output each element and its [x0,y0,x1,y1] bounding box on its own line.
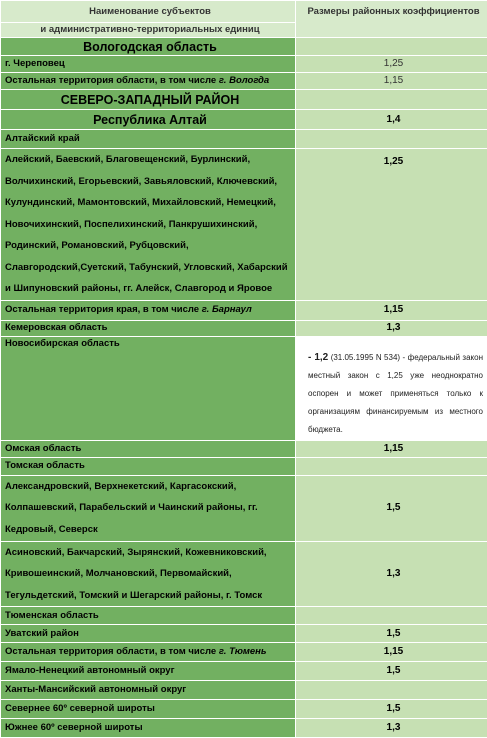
row-label-north-60: Севернее 60º северной широты [1,700,296,719]
region-title-vologda: Вологодская область [1,38,296,56]
city-vologda: г. Вологда [219,75,269,86]
empty-cell [296,130,487,149]
row-value-north-60: 1,5 [296,700,487,719]
empty-cell [296,38,487,56]
city-tyumen: г. Тюмень [219,646,267,657]
region-title-tyumen: Тюменская область [1,607,296,625]
row-label-south-60: Южнее 60º северной широты [1,719,296,738]
region-title-altai-krai: Алтайский край [1,130,296,149]
row-label-kemerovo: Кемеровская область [1,320,296,336]
tomsk-group1-value: 1,5 [296,475,487,541]
tomsk-group1: Александровский, Верхнекетский, Каргасокский, Колпашевский, Парабельский и Чаинский районы, гг. Кедровый, Северск [1,475,296,541]
row-label-omsk: Омская область [1,440,296,457]
header-subjects: Наименование субъектов [1,1,296,23]
tomsk-group2: Асиновский, Бакчарский, Зырянский, Кожевниковский, Кривошеинский, Молчановский, Первомайский, Тегульдетский, Томский и Шегарский районы, г. Томск [1,541,296,607]
row-label-tyumen-rest: Остальная территория области, в том числе г. Тюмень [1,643,296,662]
row-value-uvat: 1,5 [296,625,487,643]
row-value-altai-rest: 1,15 [296,300,487,320]
row-value-vologda-rest: 1,15 [296,73,487,90]
row-value-altai-republic: 1,4 [296,110,487,130]
row-value-kemerovo: 1,3 [296,320,487,336]
row-label-cherepovets: г. Череповец [1,56,296,73]
note-date: (31.05.1995 N 534) [331,353,400,362]
note-text: - федеральный закон местный закон с 1,25 уже неоднократно оспорен и может применяться только к организациям финансируемым из местного бюджета. [308,353,483,434]
city-barnaul: г. Барнаул [202,304,252,315]
empty-cell [296,90,487,110]
empty-cell [296,607,487,625]
region-title-tomsk: Томская область [1,457,296,475]
row-label-altai-rest: Остальная территория края, в том числе г. Барнаул [1,300,296,320]
row-value-yamal: 1,5 [296,662,487,681]
tomsk-group2-value: 1,3 [296,541,487,607]
row-label-novosibirsk: Новосибирская область [1,336,296,440]
note-value: - 1,2 [308,352,328,363]
empty-cell [296,457,487,475]
empty-cell [296,681,487,700]
section-title-northwest: СЕВЕРО-ЗАПАДНЫЙ РАЙОН [1,90,296,110]
region-title-altai-republic: Республика Алтай [1,110,296,130]
novosibirsk-note [296,336,487,440]
altai-krai-districts: Алейский, Баевский, Благовещенский, Бурлинский, Волчихинский, Егорьевский, Завьяловский, Ключевский, Кулундинский, Мамонтовский, Михайловский, Немецкий, Новочихинский, Поспелихинский, Панкрушихинский, Родинский, Романовский, Рубцовский, Славгородский,Суетский, Табунский, Угловский, Хабарский и Шипуновский районы, гг. Алейск, Славгород и Яровое [1,149,296,301]
header-coefficients: Размеры районных коэффициентов [296,1,487,38]
row-label-uvat: Уватский район [1,625,296,643]
row-value-omsk: 1,15 [296,440,487,457]
row-label-yamal: Ямало-Ненецкий автономный округ [1,662,296,681]
row-value-cherepovets: 1,25 [296,56,487,73]
row-label-khanty: Ханты-Мансийский автономный округ [1,681,296,700]
altai-krai-districts-value: 1,25 [296,149,487,301]
row-label-vologda-rest: Остальная территория области, в том числе г. Вологда [1,73,296,90]
row-value-tyumen-rest: 1,15 [296,643,487,662]
row-value-south-60: 1,3 [296,719,487,738]
header-subjects-line2: и административно-территориальных единиц [1,23,296,38]
